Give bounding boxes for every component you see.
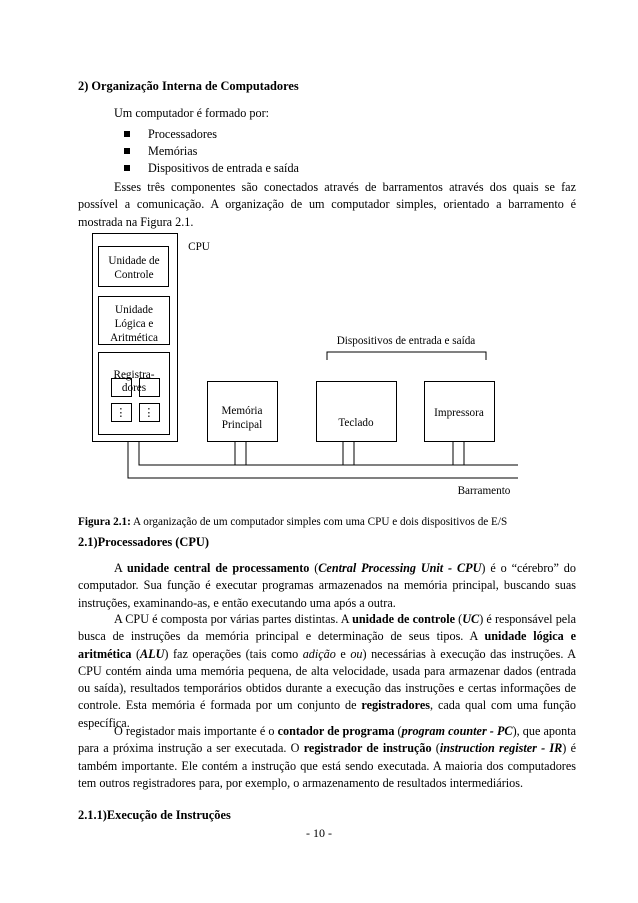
paragraph-cpu-parts: A CPU é composta por várias partes distintas. A unidade de controle (UC) é responsável pela busca de instruções da memória principal e determinação de seus tipos. A unidade lógica e aritmética (ALU) faz operações (tais como adição e ou) necessárias à execução das instruções. A CPU contém ainda uma memória pequena, de alta velocidade, usada para armazenar dados (entrada ou saída), resultados temporários obtidos durante a execução das instruções e certas informações de controle. Esta memória é formada por um conjunto de registradores, cada qual com uma função específica. — [78, 612, 577, 730]
list-item: Dispositivos de entrada e saída — [120, 160, 299, 177]
intro-text: Um computador é formado por: — [114, 106, 270, 120]
keyboard-box — [317, 382, 397, 442]
bus-label: Barramento — [457, 485, 511, 497]
io-label: Dispositivos de entrada e saída — [336, 335, 476, 347]
caption-text: A organização de um computador simples com uma CPU e dois dispositivos de E/S — [130, 516, 508, 529]
cpu-label: CPU — [188, 241, 210, 253]
registers-label: dores — [121, 382, 147, 394]
registers-label: Registra- — [113, 369, 155, 381]
caption-label: Figura 2.1: — [78, 516, 131, 529]
paragraph-cpu: A unidade central de processamento (Central Processing Unit - CPU) é o “cérebro” do computador. Sua função é executar programas armazenados na memória principal, buscando suas instruções, examinando-as, e então executando uma após a outra. — [78, 561, 576, 610]
memory-label: Memória — [221, 405, 263, 417]
bus-line-lower — [128, 441, 518, 478]
ellipsis-icon: ⋮ — [115, 407, 127, 419]
paragraph-registers: O registador mais importante é o contador de programa (program counter - PC), que aponta para a próxima instrução a ser executada. O registrador de instrução (instruction register - IR) é também importante. Ele contém a instrução que está sendo executada. A maioria dos computadores tem outros registradores para, por exemplo, o armazenamento de resultados intermediários. — [78, 724, 576, 790]
printer-label: Impressora — [434, 407, 484, 419]
memory-label: Principal — [221, 419, 263, 431]
page-number: - 10 - — [306, 826, 332, 840]
list-item: Processadores — [120, 126, 299, 143]
bus-line-upper — [139, 441, 518, 465]
section-heading: 2.1.1)Execução de Instruções — [78, 808, 231, 822]
control-unit-label: Controle — [114, 269, 154, 281]
ellipsis-icon: ⋮ — [143, 407, 155, 419]
alu-label: Unidade — [115, 304, 153, 316]
section-heading: 2) Organização Interna de Computadores — [78, 79, 299, 93]
paragraph-buses: Esses três componentes são conectados através de barramentos através dos quais se faz possível a comunicação. A organização de um computador simples, orientado a barramento é mostrada na Figura 2.1. — [78, 180, 576, 229]
section-heading: 2.1)Processadores (CPU) — [78, 535, 209, 549]
keyboard-label: Teclado — [338, 417, 374, 429]
list-item: Memórias — [120, 143, 299, 160]
io-bracket — [327, 352, 486, 360]
alu-label: Lógica e — [114, 318, 154, 330]
figure-caption — [78, 516, 507, 528]
control-unit-label: Unidade de — [108, 255, 160, 267]
alu-label: Aritmética — [110, 332, 158, 344]
